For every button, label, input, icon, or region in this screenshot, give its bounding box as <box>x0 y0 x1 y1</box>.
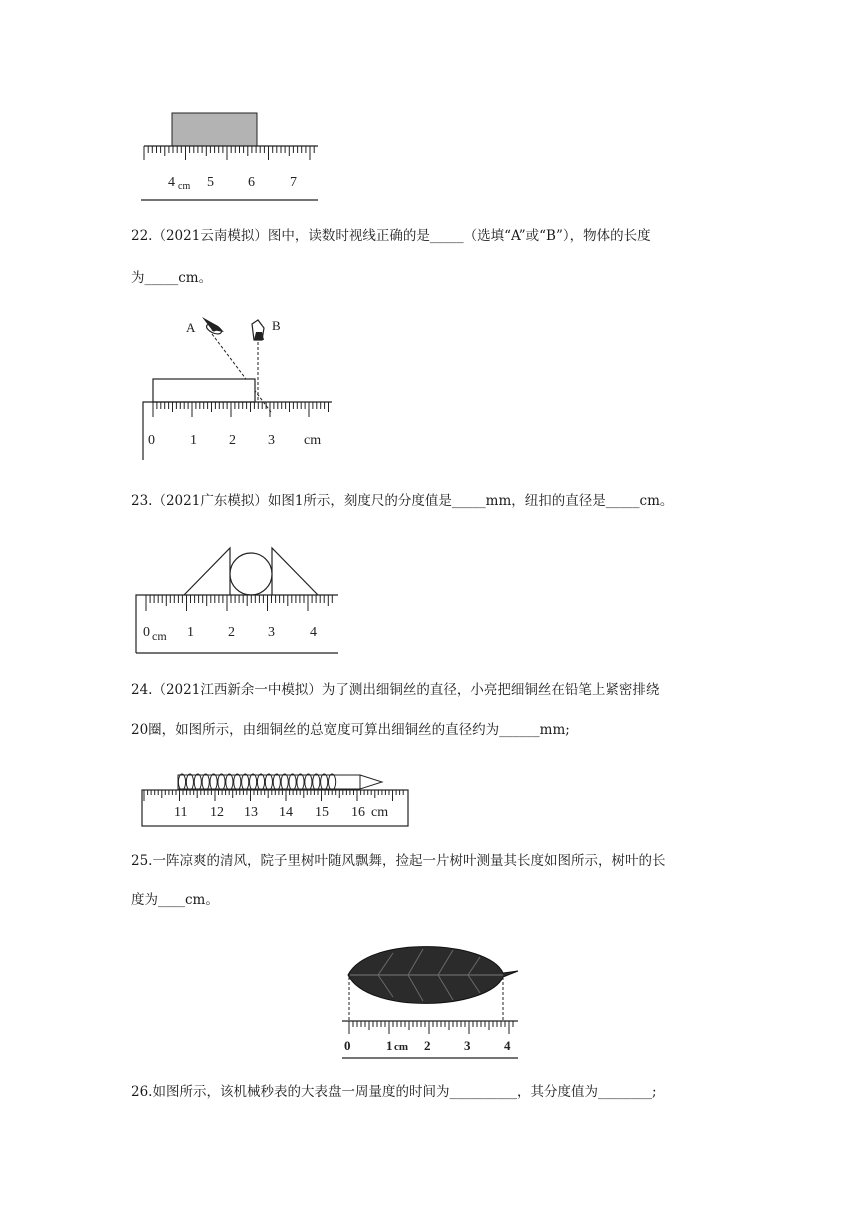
eye-a-icon <box>202 317 224 336</box>
button-circle <box>230 553 272 595</box>
ruler-unit-label: cm <box>304 433 322 448</box>
eye-a-label: A <box>186 320 196 335</box>
ruler-tick-label: 1 <box>190 433 197 448</box>
question-24-line2: 20圈，如图所示，由细铜丝的总宽度可算出细铜丝的直径约为______mm; <box>131 722 570 738</box>
eye-b-label: B <box>272 318 281 333</box>
measured-object <box>153 379 255 402</box>
ruler-tick-label: 5 <box>207 175 214 190</box>
ruler-tick-label: 15 <box>315 805 329 820</box>
ruler-tick-label: 2 <box>424 1038 431 1053</box>
ruler-tick-label: 0 <box>143 625 150 640</box>
ruler-tick-label: 2 <box>229 433 236 448</box>
ruler-unit-label: cm <box>371 805 389 820</box>
reading-angle-figure <box>140 312 340 462</box>
leaf-icon <box>348 947 518 1004</box>
ruler-tick-label: 1 <box>187 625 194 640</box>
ruler-tick-label: 7 <box>290 175 297 190</box>
question-26-line1: 26.如图所示，该机械秒表的大表盘一周量度的时间为__________，其分度值为________; <box>131 1084 657 1100</box>
ruler-tick-label: 0 <box>148 433 155 448</box>
ruler-tick-label: 12 <box>210 805 224 820</box>
ruler-tick-label: 3 <box>268 625 275 640</box>
ruler-tick-label: 0 <box>344 1038 351 1053</box>
gray-block <box>172 113 257 146</box>
ruler-tick-label: 4 <box>310 625 317 640</box>
ruler-block-figure <box>138 108 323 204</box>
ruler-tick-label: 3 <box>268 433 275 448</box>
ruler-tick-label: 11 <box>174 805 188 820</box>
ruler-tick-label: 4 <box>168 175 175 190</box>
ruler-unit-label: cm <box>178 181 191 192</box>
question-24-line1: 24.（2021江西新余一中模拟）为了测出细铜丝的直径，小亮把细铜丝在铅笔上紧密排绕 <box>131 682 660 698</box>
ruler-tick-label: 4 <box>504 1038 511 1053</box>
ruler-tick-label: 1 <box>386 1038 393 1053</box>
question-23-line1: 23.（2021广东模拟）如图1所示，刻度尺的分度值是_____mm，纽扣的直径是_____cm。 <box>131 493 674 509</box>
ruler-tick-label: 3 <box>464 1038 471 1053</box>
ruler-tick-label: 14 <box>279 805 293 820</box>
question-25-line1: 25.一阵凉爽的清风，院子里树叶随风飘舞，捡起一片树叶测量其长度如图所示，树叶的长 <box>131 853 666 869</box>
ruler-unit-label: cm <box>394 1041 409 1053</box>
ruler-tick-label: 13 <box>244 805 258 820</box>
leaf-length-figure <box>338 935 523 1063</box>
button-diameter-figure <box>132 543 342 655</box>
question-25-line2: 度为____cm。 <box>131 892 219 908</box>
eye-b-icon <box>252 320 264 340</box>
question-22-line2: 为_____cm。 <box>131 270 213 286</box>
question-22-line1: 22.（2021云南模拟）图中，读数时视线正确的是_____（选填“A”或“B”），物体的长度 <box>131 228 651 244</box>
wire-coil-figure <box>138 760 413 830</box>
ruler-tick-label: 16 <box>351 805 365 820</box>
ruler-tick-label: 2 <box>228 625 235 640</box>
ruler-tick-label: 6 <box>248 175 255 190</box>
ruler-unit-label: cm <box>152 629 167 643</box>
